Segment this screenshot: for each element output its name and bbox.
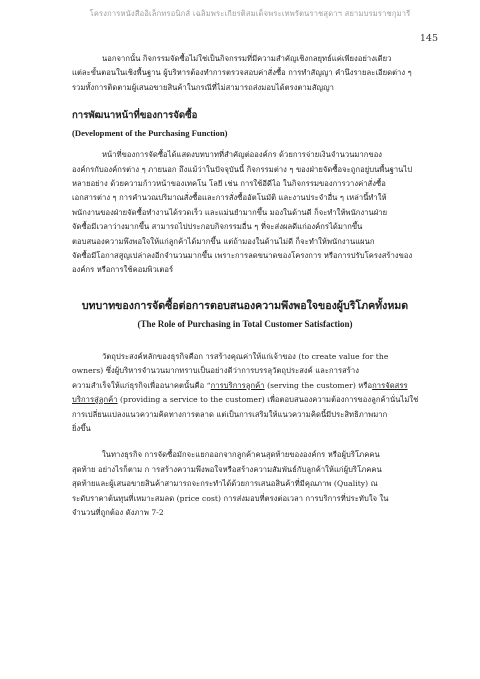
- text-span: ความสำเร็จให้แก่ธุรกิจเพื่ออนาคตนั้นคือ “: [72, 380, 211, 390]
- text-line: เอกสารต่าง ๆ การคำนวณปริมาณสั่งซื้อและการสั่งซื้ออัตโนมัติ และงานประจำอื่น ๆ เหล่านี้ทำให้: [72, 193, 387, 203]
- text-line: จัดซื้อมีโอกาสสูญเปล่าลงอีกจำนวนมากขึ้น เพราะการลดขนาดของโครงการ หรือการปรับโครงสร้างของ: [72, 251, 413, 261]
- chapter-heading-english: (The Role of Purchasing in Total Customer Satisfaction): [137, 318, 353, 329]
- text-line: วัตถุประสงค์หลักของธุรกิจคือก ารสร้างคุณค่าให้แก่เจ้าของ (to create value for the: [102, 351, 389, 361]
- text-line: [72, 393, 418, 407]
- underlined-term: บริการสู่ลูกค้า: [72, 395, 118, 405]
- text-line: หลายอย่าง ด้วยความก้าวหน้าของเทคโน โลยี เช่น การใช้อีดีไอ ในกิจกรรมของการวางค่าสั่งซื้อ: [72, 179, 386, 189]
- text-line: ยิ่งขึ้น: [72, 423, 91, 433]
- header-watermark: โครงการหนังสืออิเล็กทรอนิกส์ เฉลิมพระเกียรติสมเด็จพระเทพรัตนราชสุดาฯ สยามบรมราชกุมารี: [89, 9, 411, 18]
- page-number: 145: [419, 33, 438, 44]
- text-line: ในทางธุรกิจ การจัดซื้อมักจะแยกออกจากลูกค้าคนสุดท้ายขององค์กร หรือผู้บริโภคคน: [102, 450, 380, 460]
- text-line: นอกจากนั้น กิจกรรมจัดซื้อไม่ใช่เป็นกิจกรรมที่มีความสำคัญเชิงกลยุทธ์แค่เพียงอย่างเดียว: [102, 54, 392, 63]
- text-line: พนักงานของฝ่ายจัดซื้อทำงานได้รวดเร็ว และแม่นยำมากขึ้น มองในด้านดี ก็จะทำให้พนักงานฝ่าย: [72, 207, 388, 217]
- text-line: องค์กรกับองค์กรต่าง ๆ ภายนอก ถึงแม้ว่าในปัจจุบันนี้ กิจกรรมต่าง ๆ ของฝ่ายจัดซื้อจะถูกอยู่บนพื้นฐานไป: [72, 164, 413, 174]
- text-line: owners) ซึ่งผู้บริหารจำนวนมากทราบเป็นอย่างดีว่าการบรรลุวัตถุประสงค์ และการสร้าง: [72, 366, 359, 376]
- development-paragraph: [72, 148, 418, 278]
- intro-paragraph: [72, 52, 418, 95]
- text-line: หน้าที่ของการจัดซื้อได้แสดงบทบาทที่สำคัญต่อองค์กร ด้วยการจ่ายเงินจำนวนมากของ: [102, 150, 383, 160]
- role-paragraph-2: [72, 448, 418, 520]
- text-line: ตอบสนองความพึงพอใจให้แก่ลูกค้าได้มากขึ้น แต่ถ้ามองในด้านไม่ดี ก็จะทำให้พนักงานแผนก: [72, 236, 375, 246]
- underlined-term: การบริการลูกค้า: [210, 380, 265, 390]
- text-span: (providing a service to the customer) เพื่อตอบสนองความต้องการของลูกค้านั่นไม่ใช่: [117, 395, 418, 405]
- text-line: รวมทั้งการติดตามผู้เสนอขายสินค้าในกรณีที่ไม่สามารถส่งมอบได้ตรงตามสัญญา: [72, 82, 334, 92]
- text-line: ระดับราคาต้นทุนที่เหมาะสมลด (price cost) การส่งมอบที่ตรงต่อเวลา การบริการที่ประทับใจ ใน: [72, 493, 389, 503]
- role-paragraph-1: [72, 350, 418, 436]
- section-heading-english: (Development of the Purchasing Function): [72, 128, 228, 139]
- underlined-term: การจัดสรร: [372, 380, 408, 390]
- text-line: แต่ละขั้นตอนในเชิงพื้นฐาน ผู้บริหารต้องทำการตรวจสอบค่าสั่งซื้อ การทำสัญญา คำนึงรายละเอียดต่าง ๆ: [72, 68, 412, 78]
- page-content: [72, 52, 418, 520]
- text-line: สุดท้าย อย่างไรก็ตาม ก ารสร้างความพึงพอใจหรือสร้างความสัมพันธ์กับลูกค้าให้แก่ผู้บริโภคคน: [72, 464, 382, 474]
- text-line: [72, 379, 418, 393]
- text-line: จำนวนที่ถูกต้อง ดังภาพ 7-2: [72, 507, 164, 517]
- chapter-heading-thai: บทบาทของการจัดซื้อต่อการตอบสนองความพึงพอใจของผู้บริโภคทั้งหมด: [81, 299, 409, 312]
- section-heading-thai: การพัฒนาหน้าที่ของการจัดซื้อ: [72, 110, 198, 122]
- text-line: สุดท้ายและผู้เสนอขายสินค้าสามารถจะกระทำได้ด้วยการเสนอสินค้าที่มีคุณภาพ (Quality) ณ: [72, 479, 378, 489]
- text-line: องค์กร หรือการใช้คอมพิวเตอร์: [72, 265, 174, 275]
- text-span: (serving the customer) หรือ: [264, 380, 373, 390]
- text-line: จัดซื้อมีเวลาว่างมากขึ้น สามารถไปประกอบกิจกรรมอื่น ๆ ที่จะส่งผลดีแก่องค์กรได้มากขึ้น: [72, 222, 363, 232]
- text-line: การเปลี่ยนแปลงแนวความคิดทางการตลาด แต่เป็นการเสริมให้แนวความคิดนี้มีประสิทธิภาพมาก: [72, 409, 388, 419]
